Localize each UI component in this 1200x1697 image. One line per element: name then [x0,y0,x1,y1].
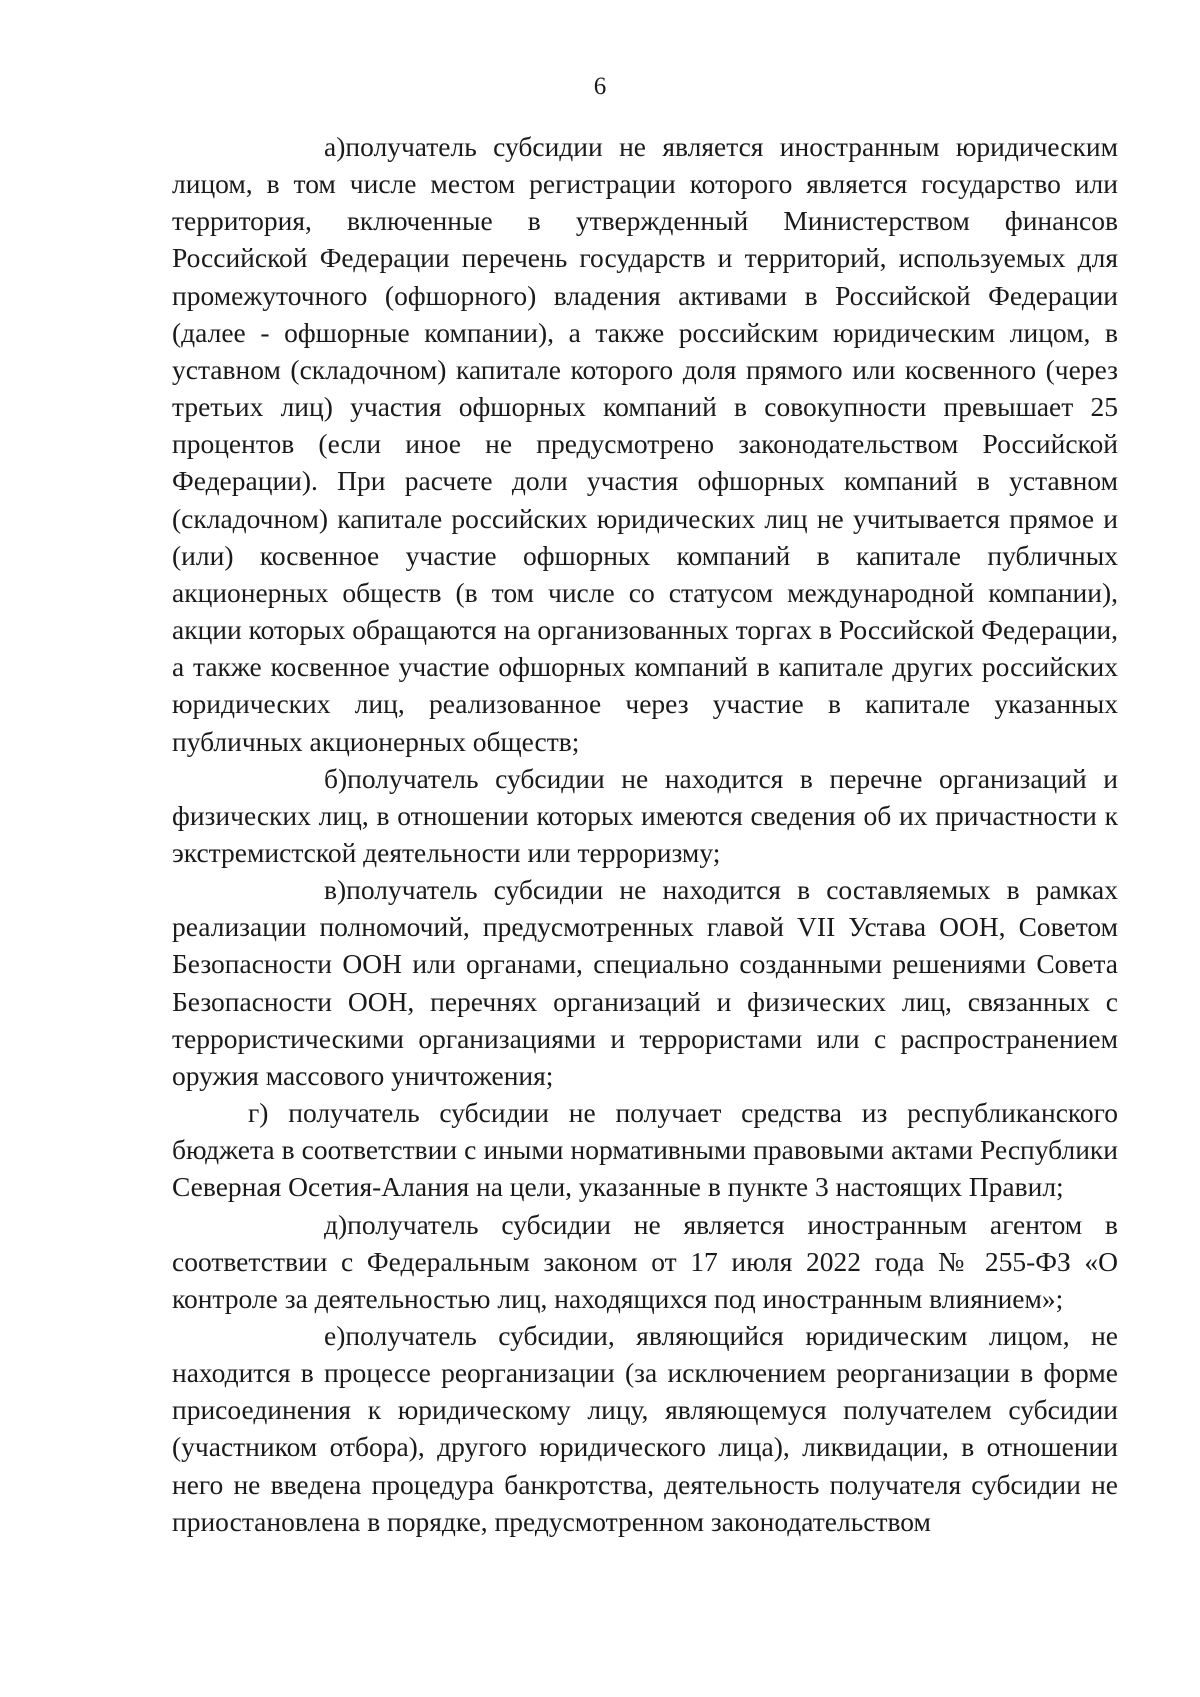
paragraph-text: получатель субсидии не находится в составляемых в рамках реализации полномочий, предусмотренных главой VII Устава ООН, Советом Безопасности ООН или органами, специально созданными решениями Совета Безопасности ООН, перечнях организаций и физических лиц, связанных с террористическими организациями и террористами или с распространением оружия массового уничтожения; [172,874,1118,1091]
paragraph-text: получатель субсидии не является иностранным юридическим лицом, в том числе местом регистрации которого является государство или территория, включенные в утвержденный Министерством финансов Российской Федерации перечень государств и территорий, используемых для промежуточного (офшорного) владения активами в Российской Федерации (далее - офшорные компании), а также российским юридическим лицом, в уставном (складочном) капитале которого доля прямого или косвенного (через третьих лиц) участия офшорных компаний в совокупности превышает 25 процентов (если иное не предусмотрено законодательством Российской Федерации). При расчете доли участия офшорных компаний в уставном (складочном) капитале российских юридических лиц не учитывается прямое и (или) косвенное участие офшорных компаний в капитале публичных акционерных обществ (в том числе со статусом международной компании), акции которых обращаются на организованных торгах в Российской Федерации, а также косвенное участие офшорных компаний в капитале других российских юридических лиц, реализованное через участие в капитале указанных публичных акционерных обществ; [172,131,1118,757]
list-marker: в) [324,874,347,906]
list-marker: г) [248,1097,269,1129]
list-marker: д) [324,1208,348,1240]
paragraph-text: получатель субсидии не получает средства из республиканского бюджета в соответствии с иными нормативными правовыми актами Республики Северная Осетия-Алания на цели, указанные в пункте 3 настоящих Правил; [172,1097,1118,1203]
paragraph-g [172,1094,1118,1205]
paragraph-v [172,871,1118,1094]
paragraph-b [172,760,1118,871]
page-number: 6 [593,73,607,100]
paragraph-e [172,1317,1118,1540]
paragraph-text: получатель субсидии не является иностранным агентом в соответствии с Федеральным законом от 17 июля 2022 года № 255-ФЗ «О контроле за деятельностью лиц, находящихся под иностранным влиянием»; [172,1208,1118,1314]
paragraph-text: получатель субсидии не находится в перечне организаций и физических лиц, в отношении которых имеются сведения об их причастности к экстремистской деятельности или терроризму; [172,762,1118,868]
list-marker: б) [324,762,348,794]
paragraph-a [172,128,1118,760]
list-marker: а) [324,131,346,162]
list-marker: е) [324,1320,346,1351]
paragraph-d [172,1206,1118,1317]
paragraph-text: получатель субсидии, являющийся юридическим лицом, не находится в процессе реорганизации (за исключением реорганизации в форме присоединения к юридическому лицу, являющемуся получателем субсидии (участником отбора), другого юридического лица), ликвидации, в отношении него не введена процедура банкротства, деятельность получателя субсидии не приостановлена в порядке, предусмотренном законодательством [172,1320,1118,1537]
document-body [172,128,1118,1540]
